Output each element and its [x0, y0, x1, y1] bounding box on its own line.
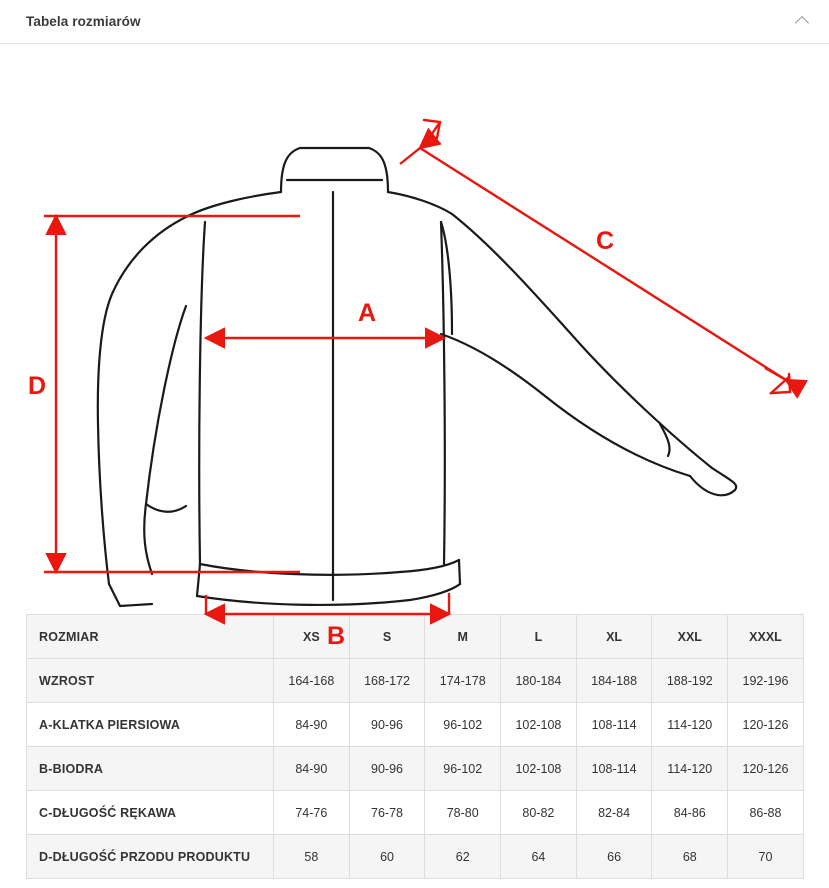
table-cell: 58: [274, 835, 350, 879]
chevron-up-icon[interactable]: [791, 11, 813, 33]
table-header-cell: XXXL: [728, 615, 804, 659]
table-header-cell: XXL: [652, 615, 728, 659]
table-cell: 86-88: [728, 791, 804, 835]
table-cell: 120-126: [728, 747, 804, 791]
row-label: C-DŁUGOŚĆ RĘKAWA: [27, 791, 274, 835]
table-cell: 68: [652, 835, 728, 879]
table-cell: 108-114: [576, 747, 652, 791]
table-cell: 96-102: [425, 747, 501, 791]
table-cell: 102-108: [501, 747, 577, 791]
table-cell: 70: [728, 835, 804, 879]
table-cell: 180-184: [501, 659, 577, 703]
row-label: B-BIODRA: [27, 747, 274, 791]
page-title: Tabela rozmiarów: [26, 14, 141, 29]
table-cell: 96-102: [425, 703, 501, 747]
table-row: [27, 835, 804, 879]
diagram-label-a: A: [357, 299, 377, 327]
table-header-cell: L: [501, 615, 577, 659]
table-cell: 164-168: [274, 659, 350, 703]
table-cell: 82-84: [576, 791, 652, 835]
table-cell: 120-126: [728, 703, 804, 747]
table-header-cell: M: [425, 615, 501, 659]
table-row: [27, 703, 804, 747]
diagram-label-b: B: [326, 622, 346, 650]
table-cell: 84-86: [652, 791, 728, 835]
diagram-label-c: C: [595, 227, 615, 255]
table-cell: 114-120: [652, 747, 728, 791]
table-cell: 78-80: [425, 791, 501, 835]
table-row: [27, 747, 804, 791]
table-cell: 114-120: [652, 703, 728, 747]
table-row: [27, 791, 804, 835]
row-label: WZROST: [27, 659, 274, 703]
table-cell: 64: [501, 835, 577, 879]
table-cell: 76-78: [349, 791, 425, 835]
table-header-cell: S: [349, 615, 425, 659]
table-cell: 188-192: [652, 659, 728, 703]
table-header-cell: XS: [274, 615, 350, 659]
row-label: D-DŁUGOŚĆ PRZODU PRODUKTU: [27, 835, 274, 879]
table-cell: 80-82: [501, 791, 577, 835]
table-cell: 192-196: [728, 659, 804, 703]
table-cell: 84-90: [274, 703, 350, 747]
table-cell: 74-76: [274, 791, 350, 835]
table-cell: 102-108: [501, 703, 577, 747]
table-cell: 174-178: [425, 659, 501, 703]
chevron-up-glyph: [795, 16, 809, 30]
row-label: A-KLATKA PIERSIOWA: [27, 703, 274, 747]
table-cell: 90-96: [349, 703, 425, 747]
table-cell: 60: [349, 835, 425, 879]
table-cell: 90-96: [349, 747, 425, 791]
table-cell: 108-114: [576, 703, 652, 747]
table-header-cell: XL: [576, 615, 652, 659]
table-header-cell: ROZMIAR: [27, 615, 274, 659]
diagram-label-d: D: [27, 372, 47, 400]
size-table: [26, 614, 804, 879]
table-header-row: [27, 615, 804, 659]
table-cell: 62: [425, 835, 501, 879]
table-cell: 84-90: [274, 747, 350, 791]
table-cell: 66: [576, 835, 652, 879]
panel-header: [0, 0, 829, 44]
table-cell: 184-188: [576, 659, 652, 703]
table-cell: 168-172: [349, 659, 425, 703]
table-row: [27, 659, 804, 703]
size-table-wrap: [0, 614, 829, 879]
